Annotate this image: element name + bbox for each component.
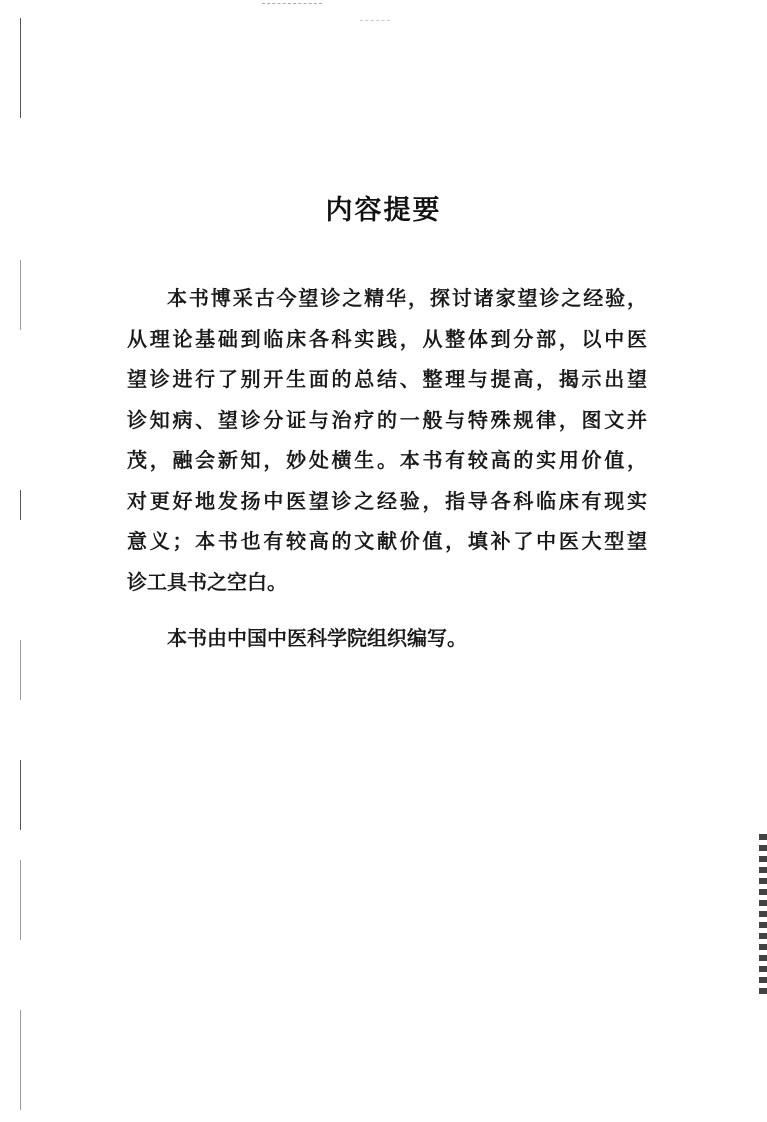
scan-artifact-top <box>262 3 322 5</box>
abstract-line: 意义；本书也有较高的文献价值，填补了中医大型望 <box>127 529 647 553</box>
scan-artifact-left-edge <box>20 860 21 940</box>
organizer-note: 本书由中国中医科学院组织编写。 <box>167 626 467 650</box>
abstract-line: 诊知病、望诊分证与治疗的一般与特殊规律，图文并 <box>127 407 647 432</box>
scan-artifact-left-edge <box>20 260 21 330</box>
abstract-line: 诊工具书之空白。 <box>127 569 287 594</box>
page-title: 内容提要 <box>325 195 442 226</box>
abstract-line: 望诊进行了别开生面的总结、整理与提高，揭示出望 <box>127 367 647 391</box>
abstract-line: 对更好地发扬中医望诊之经验，指导各科临床有现实 <box>127 488 647 513</box>
scan-artifact-top-2 <box>360 20 390 22</box>
scan-artifact-left-edge <box>20 640 21 700</box>
abstract-line: 茂，融会新知，妙处横生。本书有较高的实用价值， <box>127 448 647 472</box>
abstract-paragraph <box>127 278 647 602</box>
scan-artifact-left-edge <box>20 1010 21 1110</box>
scan-artifact-left-edge <box>20 490 21 520</box>
abstract-line: 从理论基础到临床各科实践，从整体到分部，以中医 <box>127 326 647 351</box>
scan-artifact-left-edge <box>20 760 21 830</box>
scan-artifact-right-edge <box>759 834 767 994</box>
scan-artifact-left-edge <box>20 18 21 118</box>
abstract-line: 本书博采古今望诊之精华，探讨诸家望诊之经验， <box>167 286 647 310</box>
